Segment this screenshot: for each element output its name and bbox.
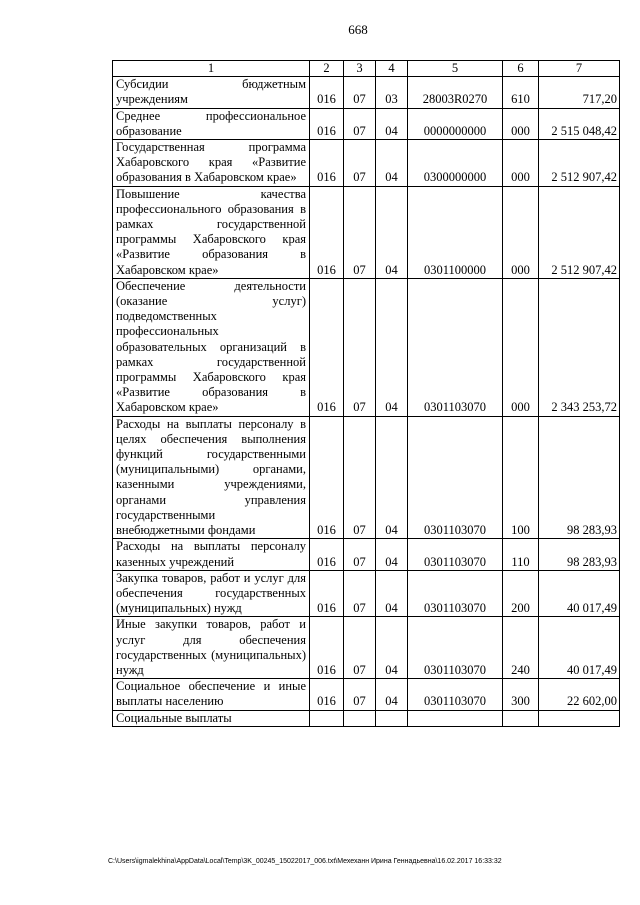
- row-amount: [539, 710, 620, 726]
- row-code-subsection: 04: [376, 539, 408, 570]
- header-col-7: 7: [539, 61, 620, 77]
- row-code-admin: 016: [310, 140, 344, 187]
- row-code-subsection: 04: [376, 617, 408, 679]
- row-amount: 2 515 048,42: [539, 108, 620, 139]
- table-row: [113, 570, 620, 617]
- table-row: [113, 416, 620, 539]
- row-code-admin: 016: [310, 278, 344, 416]
- header-col-3: 3: [344, 61, 376, 77]
- row-name: Повышение качества профессионального образования в рамках государственной программы Хабаровского края «Развитие образования в Хабаровском крае»: [113, 186, 310, 278]
- row-code-admin: 016: [310, 539, 344, 570]
- table-row: [113, 77, 620, 108]
- header-col-2: 2: [310, 61, 344, 77]
- row-code-admin: 016: [310, 416, 344, 539]
- row-code-target: 0301103070: [408, 570, 503, 617]
- table-row: [113, 617, 620, 679]
- row-code-subsection: 04: [376, 416, 408, 539]
- row-amount: 40 017,49: [539, 570, 620, 617]
- row-code-section: 07: [344, 570, 376, 617]
- row-code-section: 07: [344, 617, 376, 679]
- table-row: [113, 710, 620, 726]
- table-header-row: [113, 61, 620, 77]
- row-code-admin: 016: [310, 570, 344, 617]
- row-code-target: 0000000000: [408, 108, 503, 139]
- row-code-expense-type: 110: [503, 539, 539, 570]
- row-code-target: 0301103070: [408, 617, 503, 679]
- table-row: [113, 108, 620, 139]
- table-row: [113, 140, 620, 187]
- row-name: Обеспечение деятельности (оказание услуг) подведомственных профессиональных образовательных организаций в рамках государственной программы Хабаровского края «Развитие образования в Хабаровском крае»: [113, 278, 310, 416]
- row-code-subsection: 04: [376, 186, 408, 278]
- row-code-expense-type: 000: [503, 108, 539, 139]
- row-code-section: 07: [344, 108, 376, 139]
- row-name: Расходы на выплаты персоналу казенных учреждений: [113, 539, 310, 570]
- row-code-subsection: 04: [376, 679, 408, 710]
- row-name: Иные закупки товаров, работ и услуг для обеспечения государственных (муниципальных) нужд: [113, 617, 310, 679]
- table-row: [113, 186, 620, 278]
- row-amount: 40 017,49: [539, 617, 620, 679]
- row-code-subsection: 04: [376, 278, 408, 416]
- row-amount: 22 602,00: [539, 679, 620, 710]
- row-amount: 2 343 253,72: [539, 278, 620, 416]
- row-code-admin: 016: [310, 679, 344, 710]
- row-name: Субсидии бюджетным учреждениям: [113, 77, 310, 108]
- row-code-target: 0301103070: [408, 539, 503, 570]
- row-code-subsection: 03: [376, 77, 408, 108]
- row-code-subsection: 04: [376, 108, 408, 139]
- row-code-target: 0301103070: [408, 679, 503, 710]
- table-row: [113, 679, 620, 710]
- row-code-expense-type: 300: [503, 679, 539, 710]
- row-name: Среднее профессиональное образование: [113, 108, 310, 139]
- row-name: Расходы на выплаты персоналу в целях обеспечения выполнения функций государственными (муниципальными) органами, казенными учреждениями, органами управления государственными внебюджетными фондами: [113, 416, 310, 539]
- row-code-expense-type: 000: [503, 186, 539, 278]
- header-col-6: 6: [503, 61, 539, 77]
- row-amount: 2 512 907,42: [539, 140, 620, 187]
- page-number: 668: [348, 22, 368, 37]
- row-code-section: [344, 710, 376, 726]
- table-row: [113, 539, 620, 570]
- row-amount: 98 283,93: [539, 539, 620, 570]
- row-code-section: 07: [344, 186, 376, 278]
- row-code-section: 07: [344, 679, 376, 710]
- row-code-expense-type: 000: [503, 278, 539, 416]
- header-col-4: 4: [376, 61, 408, 77]
- row-code-target: 0301103070: [408, 278, 503, 416]
- row-name: Социальное обеспечение и иные выплаты населению: [113, 679, 310, 710]
- row-name: Закупка товаров, работ и услуг для обеспечения государственных (муниципальных) нужд: [113, 570, 310, 617]
- row-code-section: 07: [344, 416, 376, 539]
- row-amount: 2 512 907,42: [539, 186, 620, 278]
- row-code-expense-type: 240: [503, 617, 539, 679]
- row-code-expense-type: 100: [503, 416, 539, 539]
- row-code-section: 07: [344, 539, 376, 570]
- row-code-target: 28003R0270: [408, 77, 503, 108]
- row-code-target: 0301103070: [408, 416, 503, 539]
- row-code-subsection: 04: [376, 570, 408, 617]
- row-code-expense-type: [503, 710, 539, 726]
- header-col-5: 5: [408, 61, 503, 77]
- row-code-expense-type: 200: [503, 570, 539, 617]
- table-row: [113, 278, 620, 416]
- footer-file-path: C:\Users\igmalekhina\AppData\Local\Temp\3K_00245_15022017_006.txt\Мехеханн Ирина Геннадьевна\16.02.2017 16:33:32: [108, 858, 502, 865]
- budget-table: [112, 60, 620, 727]
- row-code-target: 0300000000: [408, 140, 503, 187]
- row-name: Государственная программа Хабаровского края «Развитие образования в Хабаровском крае»: [113, 140, 310, 187]
- row-code-target: 0301100000: [408, 186, 503, 278]
- row-code-subsection: [376, 710, 408, 726]
- row-code-section: 07: [344, 140, 376, 187]
- row-code-expense-type: 000: [503, 140, 539, 187]
- row-code-admin: 016: [310, 108, 344, 139]
- row-code-expense-type: 610: [503, 77, 539, 108]
- row-amount: 717,20: [539, 77, 620, 108]
- row-code-admin: [310, 710, 344, 726]
- row-code-section: 07: [344, 77, 376, 108]
- row-code-subsection: 04: [376, 140, 408, 187]
- header-col-1: 1: [113, 61, 310, 77]
- row-amount: 98 283,93: [539, 416, 620, 539]
- row-code-admin: 016: [310, 77, 344, 108]
- row-code-admin: 016: [310, 186, 344, 278]
- row-code-admin: 016: [310, 617, 344, 679]
- row-code-target: [408, 710, 503, 726]
- row-code-section: 07: [344, 278, 376, 416]
- row-name: Социальные выплаты: [113, 710, 310, 726]
